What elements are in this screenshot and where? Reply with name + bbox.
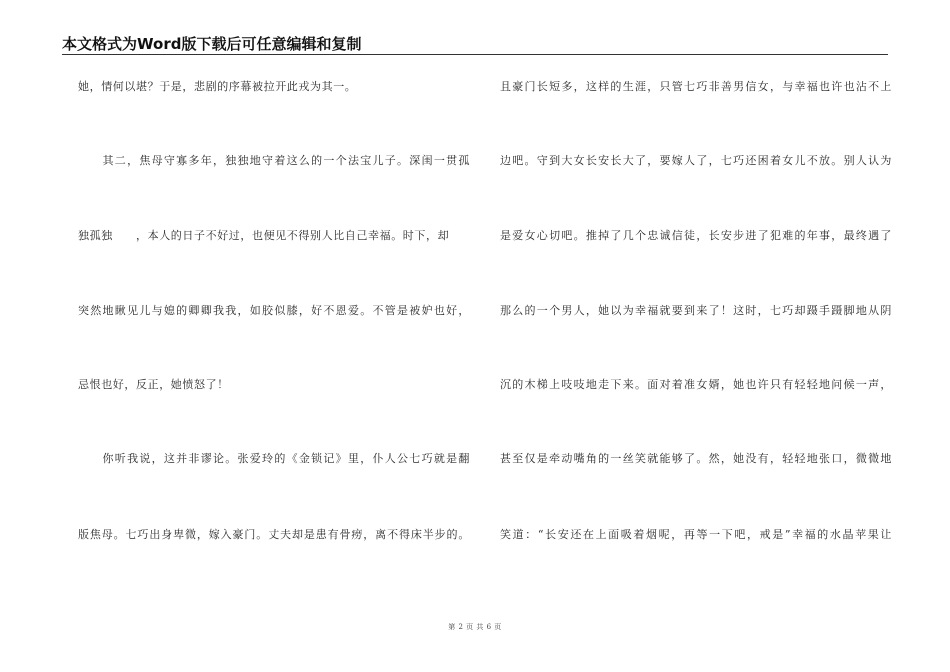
- text-line: 甚至仅是牵动嘴角的一丝笑就能够了。然，她没有，轻轻地张口，微微地: [500, 452, 892, 465]
- text-line: 且豪门长短多，这样的生涯，只管七巧非善男信女，与幸福也许也沾不上: [500, 80, 892, 93]
- text-line: 她，情何以堪？于是，悲剧的序幕被拉开此戎为其一。: [78, 80, 357, 93]
- text-line: 是爱女心切吧。推掉了几个忠诚信徒，长安步进了犯难的年事，最终遇了: [500, 229, 892, 242]
- text-line: 笑道：“长安还在上面吸着烟呢，再等一下吧，戒是”幸福的水晶苹果让: [500, 528, 892, 541]
- left-text-column: [78, 80, 468, 560]
- header-divider: [62, 54, 888, 55]
- text-line: 其二，焦母守寡多年，独独地守着这么的一个法宝儿子。深闺一贯孤: [78, 154, 470, 167]
- page-header: [62, 34, 888, 56]
- text-line: 边吧。守到大女长安长大了，要嫁人了，七巧还困着女儿不放。别人认为: [500, 154, 892, 167]
- text-line: 忌恨也好，反正，她愤怒了！: [78, 378, 229, 391]
- text-line: 独孤独 ，本人的日子不好过，也便见不得别人比自己幸福。时下，却: [78, 229, 450, 242]
- header-title: 本文格式为Word版下载后可任意编辑和复制: [62, 35, 362, 53]
- right-text-column: [500, 80, 890, 560]
- text-line: 版焦母。七巧出身卑微，嫁入豪门。丈夫却是患有骨痨，离不得床半步的。: [78, 528, 470, 541]
- text-line: 你听我说，这并非谬论。张爱玲的《金锁记》里，仆人公七巧就是翻: [78, 452, 470, 465]
- text-line: 突然地瞅见儿与媳的卿卿我我，如胶似膝，好不恩爱。不管是被妒也好，: [78, 304, 470, 317]
- text-line: 那么的一个男人，她以为幸福就要到来了！这时，七巧却蹑手蹑脚地从阴: [500, 304, 892, 317]
- text-line: 沉的木梯上吱吱地走下来。面对着准女婿，她也许只有轻轻地问候一声，: [500, 378, 892, 391]
- page-number: 第 2 页 共 6 页: [448, 623, 502, 631]
